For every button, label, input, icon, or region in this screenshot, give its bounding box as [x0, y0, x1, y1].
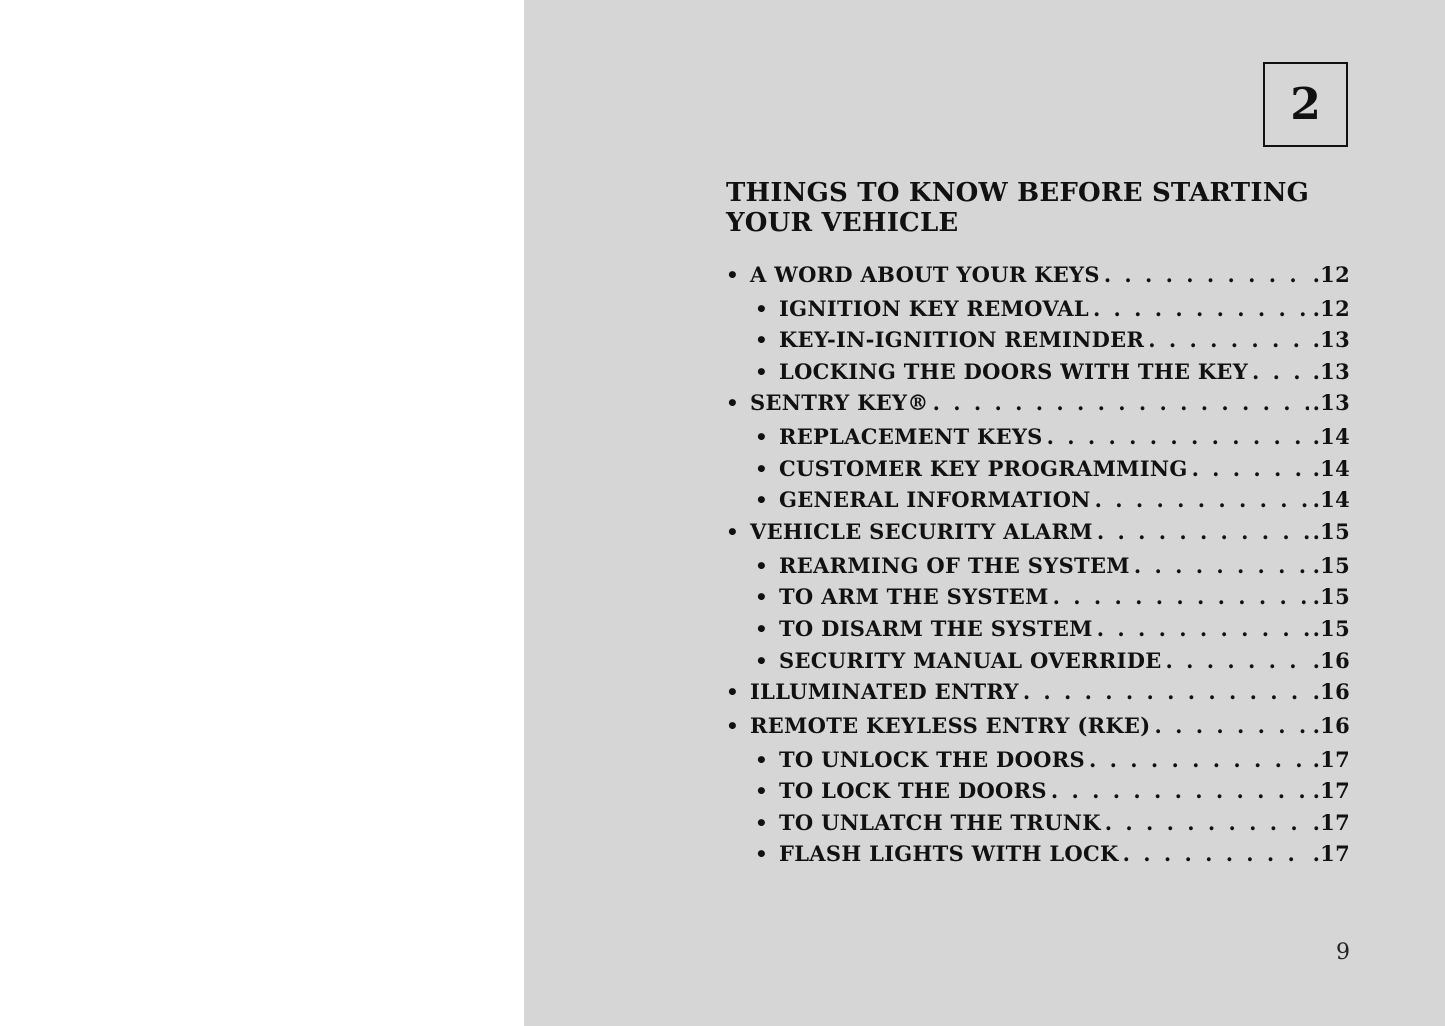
toc-entry-page: .13	[1312, 359, 1350, 384]
toc-entry[interactable]	[755, 778, 1350, 806]
toc-entry-label: TO DISARM THE SYSTEM	[779, 616, 1093, 641]
toc-entry-page: .17	[1312, 778, 1350, 803]
toc-entry-label: SECURITY MANUAL OVERRIDE	[779, 648, 1162, 673]
toc-entry-label: ILLUMINATED ENTRY	[750, 679, 1019, 704]
bullet-icon: •	[755, 297, 769, 321]
bullet-icon: •	[726, 520, 740, 544]
bullet-icon: •	[755, 425, 769, 449]
toc-entry-page: .15	[1312, 616, 1350, 641]
dot-leader	[1053, 584, 1309, 609]
toc-entry[interactable]	[755, 841, 1350, 869]
toc-entry[interactable]	[755, 456, 1350, 484]
toc-entry-page: .12	[1312, 296, 1350, 321]
bullet-icon: •	[755, 457, 769, 481]
section-title	[726, 178, 1346, 238]
toc-entry[interactable]	[755, 616, 1350, 644]
toc-entry-label: SENTRY KEY®	[750, 390, 929, 415]
toc-entry[interactable]	[755, 584, 1350, 612]
dot-leader	[1192, 456, 1309, 481]
toc-entry-label: TO LOCK THE DOORS	[779, 778, 1047, 803]
toc-entry-page: .13	[1312, 327, 1350, 352]
dot-leader	[1051, 778, 1309, 803]
dot-leader	[1089, 747, 1309, 772]
toc-entry-label: REMOTE KEYLESS ENTRY (RKE)	[750, 713, 1151, 738]
left-blank-page	[0, 0, 524, 1026]
dot-leader	[1166, 648, 1309, 673]
toc-entry[interactable]	[755, 648, 1350, 676]
bullet-icon: •	[726, 263, 740, 287]
dot-leader	[1097, 616, 1309, 641]
toc-entry-page: .16	[1312, 679, 1350, 704]
toc-entry[interactable]	[755, 487, 1350, 515]
toc-entry-page: .13	[1312, 390, 1350, 415]
section-title-line2: YOUR VEHICLE	[726, 208, 959, 238]
toc-entry-page: .15	[1312, 553, 1350, 578]
toc-entry-page: .17	[1312, 810, 1350, 835]
bullet-icon: •	[726, 714, 740, 738]
bullet-icon: •	[726, 391, 740, 415]
bullet-icon: •	[726, 680, 740, 704]
toc-entry-page: .14	[1312, 424, 1350, 449]
toc-entry[interactable]	[755, 747, 1350, 775]
toc-entry-label: LOCKING THE DOORS WITH THE KEY	[779, 359, 1249, 384]
toc-entry-page: .14	[1312, 487, 1350, 512]
toc-entry-label: GENERAL INFORMATION	[779, 487, 1091, 512]
toc-entry[interactable]	[755, 553, 1350, 581]
toc-entry-page: .14	[1312, 456, 1350, 481]
toc-entry[interactable]	[726, 390, 1350, 418]
dot-leader	[1097, 519, 1309, 544]
dot-leader	[1047, 424, 1309, 449]
toc-entry[interactable]	[726, 262, 1350, 290]
bullet-icon: •	[755, 328, 769, 352]
dot-leader	[1252, 359, 1309, 384]
toc-entry[interactable]	[726, 679, 1350, 707]
bullet-icon: •	[755, 842, 769, 866]
toc-entry[interactable]	[726, 713, 1350, 741]
toc-entry-label: CUSTOMER KEY PROGRAMMING	[779, 456, 1188, 481]
bullet-icon: •	[755, 779, 769, 803]
dot-leader	[1093, 296, 1309, 321]
toc-entry[interactable]	[755, 359, 1350, 387]
section-title-line1: THINGS TO KNOW BEFORE STARTING	[726, 178, 1310, 208]
bullet-icon: •	[755, 811, 769, 835]
dot-leader	[1134, 553, 1309, 578]
toc-entry[interactable]	[755, 810, 1350, 838]
toc-entry-label: KEY-IN-IGNITION REMINDER	[779, 327, 1145, 352]
toc-entry-page: .12	[1312, 262, 1350, 287]
toc-entry-label: VEHICLE SECURITY ALARM	[750, 519, 1093, 544]
toc-entry-label: TO UNLATCH THE TRUNK	[779, 810, 1101, 835]
dot-leader	[1023, 679, 1309, 704]
dot-leader	[1123, 841, 1309, 866]
dot-leader	[1105, 810, 1309, 835]
bullet-icon: •	[755, 585, 769, 609]
dot-leader	[933, 390, 1309, 415]
page-number: 9	[1336, 940, 1350, 965]
bullet-icon: •	[755, 488, 769, 512]
toc-entry-label: A WORD ABOUT YOUR KEYS	[750, 262, 1100, 287]
bullet-icon: •	[755, 617, 769, 641]
toc-entry-label: IGNITION KEY REMOVAL	[779, 296, 1089, 321]
bullet-icon: •	[755, 649, 769, 673]
chapter-number: 2	[1290, 79, 1321, 130]
dot-leader	[1154, 713, 1308, 738]
bullet-icon: •	[755, 748, 769, 772]
toc-entry[interactable]	[755, 327, 1350, 355]
toc-entry[interactable]	[755, 296, 1350, 324]
toc-entry-label: FLASH LIGHTS WITH LOCK	[779, 841, 1119, 866]
dot-leader	[1095, 487, 1309, 512]
bullet-icon: •	[755, 554, 769, 578]
toc-entry-page: .15	[1312, 519, 1350, 544]
toc-entry-page: .17	[1312, 747, 1350, 772]
toc-entry[interactable]	[755, 424, 1350, 452]
toc-entry-label: TO ARM THE SYSTEM	[779, 584, 1049, 609]
dot-leader	[1104, 262, 1309, 287]
toc-entry-label: TO UNLOCK THE DOORS	[779, 747, 1085, 772]
toc-entry-page: .16	[1312, 648, 1350, 673]
toc-entry[interactable]	[726, 519, 1350, 547]
toc-entry-page: .16	[1312, 713, 1350, 738]
chapter-number-box	[1263, 62, 1348, 147]
toc-entry-label: REARMING OF THE SYSTEM	[779, 553, 1130, 578]
bullet-icon: •	[755, 360, 769, 384]
toc-entry-page: .17	[1312, 841, 1350, 866]
toc-entry-page: .15	[1312, 584, 1350, 609]
dot-leader	[1148, 327, 1308, 352]
toc-entry-label: REPLACEMENT KEYS	[779, 424, 1043, 449]
